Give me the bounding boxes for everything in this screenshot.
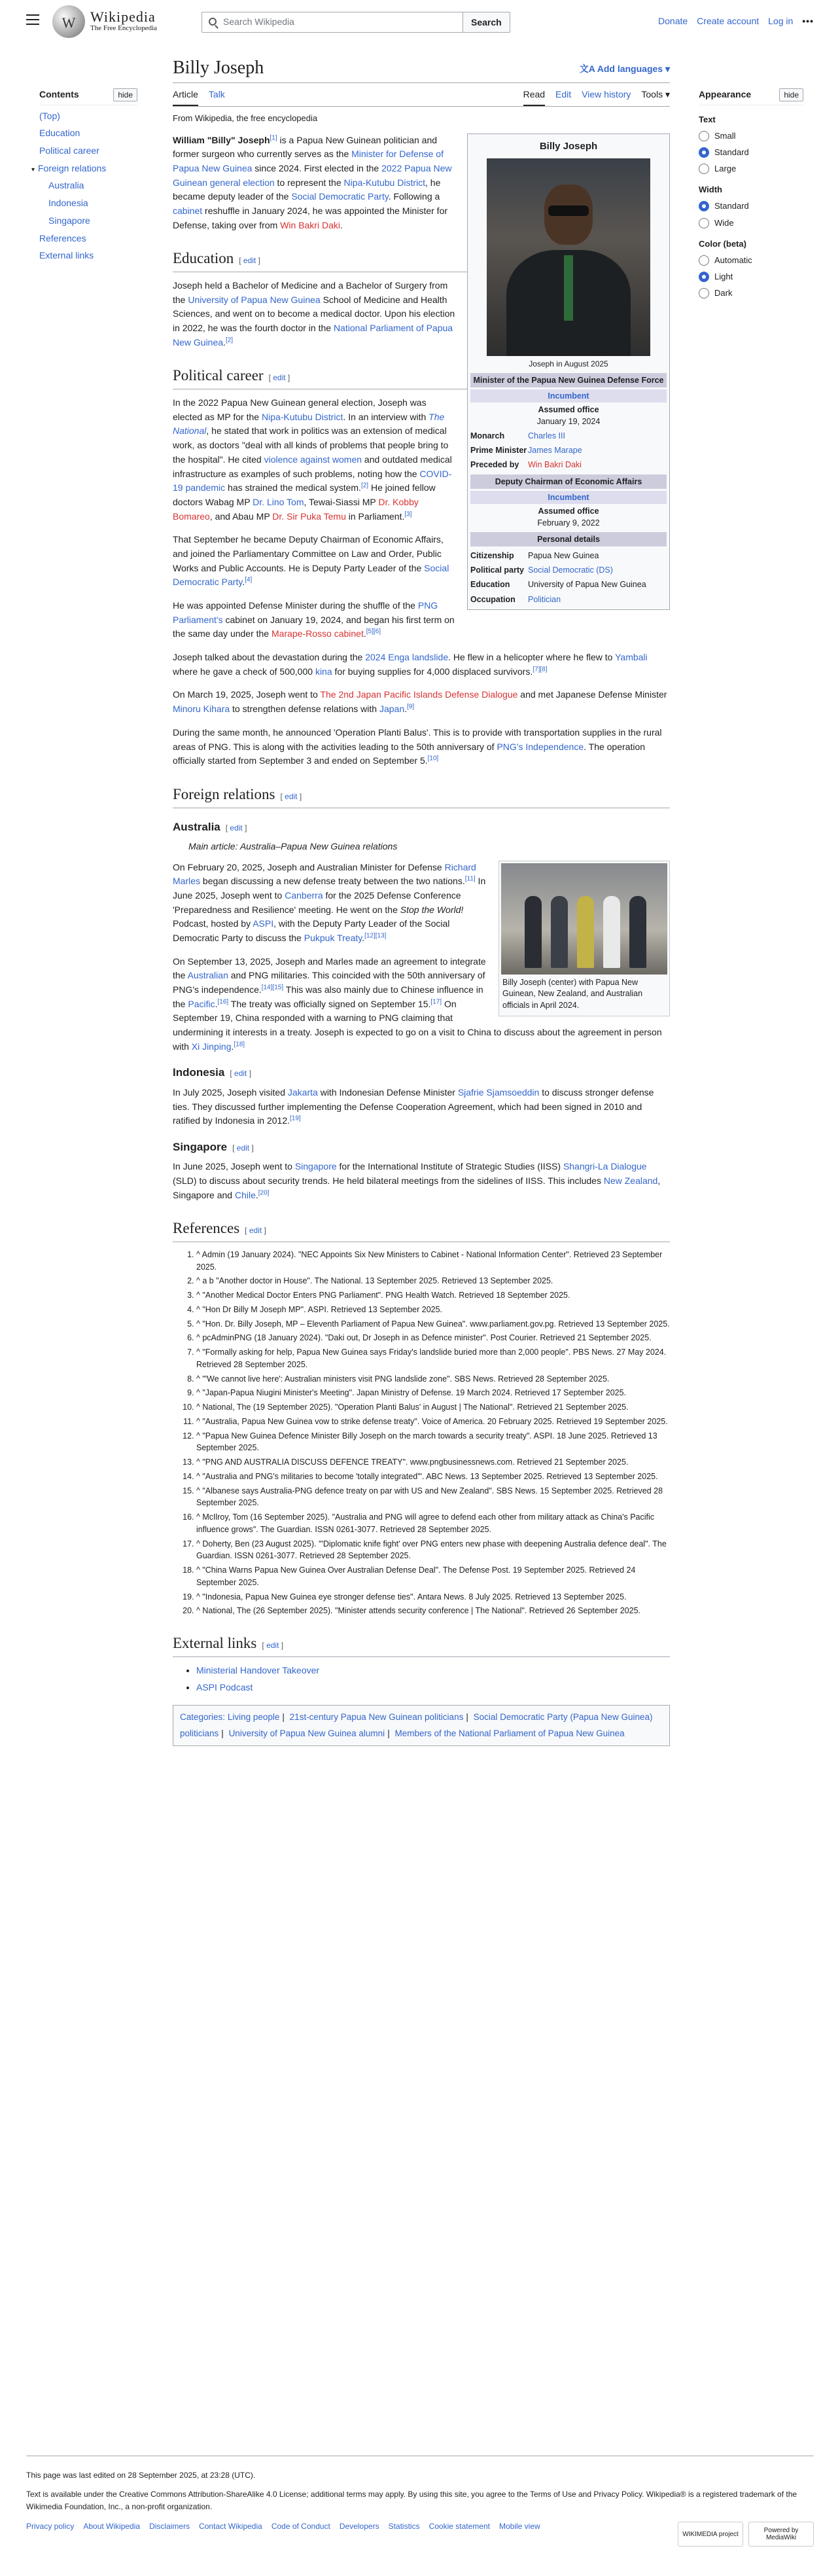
tab-talk[interactable]: Talk bbox=[208, 88, 225, 99]
footer-link[interactable]: Cookie statement bbox=[429, 2521, 490, 2531]
donate-link[interactable]: Donate bbox=[658, 16, 688, 26]
table-of-contents bbox=[31, 88, 137, 266]
globe-icon bbox=[52, 5, 85, 38]
section-singapore: Singapore [ edit ] bbox=[173, 1140, 254, 1153]
search-button[interactable]: Search bbox=[463, 12, 510, 33]
width-label: Width bbox=[699, 185, 722, 195]
tagline: The Free Encyclopedia bbox=[90, 24, 158, 33]
reference-item: 8. ^ "'We cannot live here': Australian ministers visit PNG landslide zone". SBS News. Retrieved 28 September 2025. bbox=[196, 1373, 670, 1386]
section-indonesia: Indonesia [ edit ] bbox=[173, 1066, 252, 1079]
footer-link[interactable]: Contact Wikipedia bbox=[199, 2521, 262, 2531]
reference-item: 5. ^ "Hon. Dr. Billy Joseph, MP – Eleventh Parliament of Papua New Guinea". www.parliament.gov.pg. Retrieved 13 September 2025. bbox=[196, 1318, 670, 1331]
text-size-label: Text bbox=[699, 114, 716, 124]
external-link-list bbox=[173, 1664, 670, 1694]
reference-item: 12. ^ "Papua New Guinea Defence Minister Billy Joseph on the march towards a security treaty". ASPI. 18 June 2025. Retrieved 13 September 2025. bbox=[196, 1430, 670, 1455]
footer-link[interactable]: About Wikipedia bbox=[83, 2521, 141, 2531]
preceded-by-link[interactable]: Win Bakri Daki bbox=[528, 460, 582, 470]
portrait-caption: Joseph in August 2025 bbox=[529, 359, 608, 369]
edit-political-link[interactable]: edit bbox=[273, 373, 286, 383]
office-minister-defense[interactable]: Minister of the Papua New Guinea Defense Force bbox=[470, 373, 667, 387]
license-text: Text is available under the Creative Commons Attribution-ShareAlike 4.0 License; additional terms may apply. By using this site, you agree to the Terms of Use and Privacy Policy. Wikipedia® is a registered trademark of the Wikimedia Foundation, Inc., a non-profit organization. bbox=[26, 2490, 797, 2512]
toc-hide-button[interactable]: hide bbox=[113, 88, 137, 102]
appearance-hide-button[interactable]: hide bbox=[779, 88, 803, 102]
reference-item: 17. ^ Doherty, Ben (23 August 2025). "'Diplomatic knife fight' over PNG enters new phase with deepening Australia defence deal". The Guardian. ISSN 0261-3077. Retrieved 28 September 2025. bbox=[196, 1538, 670, 1563]
toc-item-indonesia[interactable]: Indonesia bbox=[48, 198, 88, 209]
wikimedia-badge[interactable]: WIKIMEDIA project bbox=[678, 2522, 743, 2547]
office-deputy-chairman: Deputy Chairman of Economic Affairs bbox=[470, 474, 667, 489]
edit-indonesia-link[interactable]: edit bbox=[234, 1069, 247, 1079]
section-political-career: Political career [ edit ] bbox=[173, 364, 670, 389]
hatnote: Main article: Australia–Papua New Guinea relations bbox=[188, 840, 398, 851]
toc-item-education[interactable]: Education bbox=[39, 128, 80, 139]
reference-item: 11. ^ "Australia, Papua New Guinea vow to strike defense treaty". Voice of America. 20 February 2025. Retrieved 19 September 2025. bbox=[196, 1416, 670, 1428]
reference-item: 9. ^ "Japan-Papua Niugini Minister's Meeting". Japan Ministry of Defense. 19 March 2024. Retrieved 17 September 2025. bbox=[196, 1387, 670, 1399]
toc-item-top[interactable]: (Top) bbox=[39, 110, 60, 121]
prime-minister-link[interactable]: James Marape bbox=[528, 446, 582, 456]
officials-caption: Billy Joseph (center) with Papua New Guinean, New Zealand, and Australian officials in April 2024. bbox=[502, 977, 643, 1010]
color-automatic-radio[interactable]: Automatic bbox=[699, 254, 803, 267]
assumed-office-date-2: February 9, 2022 bbox=[537, 518, 600, 528]
toc-item-external-links[interactable]: External links bbox=[39, 250, 94, 261]
reference-item: 7. ^ "Formally asking for help, Papua New Guinea says Friday's landslide buried more than 2,000 people". PBS News. 27 May 2024. Retrieved 28 September 2025. bbox=[196, 1346, 670, 1371]
add-languages-button[interactable]: 文A Add languages ▾ bbox=[579, 63, 670, 74]
footer-link[interactable]: Developers bbox=[339, 2521, 379, 2531]
footer-link[interactable]: Privacy policy bbox=[26, 2521, 75, 2531]
edit-foreign-link[interactable]: edit bbox=[285, 791, 298, 801]
category-link[interactable]: Social Democratic Party (Papua New Guinea) politicians bbox=[180, 1712, 653, 1738]
section-foreign-relations: Foreign relations [ edit ] bbox=[173, 783, 670, 808]
page-footer bbox=[26, 2456, 814, 2541]
page-title: Billy Joseph 文A Add languages ▾ bbox=[173, 56, 670, 83]
toc-item-references[interactable]: References bbox=[39, 232, 86, 243]
width-standard-radio[interactable]: Standard bbox=[699, 200, 803, 213]
main-menu-icon[interactable] bbox=[26, 14, 39, 25]
edit-australia-link[interactable]: edit bbox=[230, 823, 243, 832]
personal-details-header: Personal details bbox=[470, 532, 667, 546]
lead-paragraph: William "Billy" Joseph[1] is a Papua New Guinean politician and former surgeon who currently serves as the Minister for Defense of Papua New Guinea since 2024. First elected in the 2022 Papua New Guinean general election to represent the Nipa-Kutubu District, he became deputy leader of the Social Democratic Party. Following a cabinet reshuffle in January 2024, he was appointed the Minister for Defense, taking over from Win Bakri Daki. bbox=[173, 134, 452, 230]
reference-item: 19. ^ "Indonesia, Papua New Guinea eye stronger defense ties". Antara News. 8 July 2025. Retrieved 13 September 2025. bbox=[196, 1591, 670, 1603]
search-input[interactable]: Search Wikipedia bbox=[201, 12, 463, 33]
reference-item: 2. ^ a b "Another doctor in House". The National. 13 September 2025. Retrieved 13 September 2025. bbox=[196, 1275, 670, 1287]
site-header bbox=[0, 0, 840, 42]
incumbent-label[interactable]: Incumbent bbox=[470, 389, 667, 402]
edit-education-link[interactable]: edit bbox=[243, 256, 256, 266]
reference-item: 6. ^ pcAdminPNG (18 January 2024). "Daki out, Dr Joseph in as Defence minister". Post Courier. Retrieved 21 September 2025. bbox=[196, 1332, 670, 1344]
reference-item: 13. ^ "PNG AND AUSTRALIA DISCUSS DEFENCE TREATY". www.pngbusinessnews.com. Retrieved 21 September 2025. bbox=[196, 1456, 670, 1469]
tools-menu[interactable]: Tools ▾ bbox=[641, 88, 670, 99]
officials-photo[interactable] bbox=[501, 863, 667, 975]
category-link[interactable]: Living people bbox=[227, 1712, 280, 1723]
color-light-radio[interactable]: Light bbox=[699, 270, 803, 283]
text-small-radio[interactable]: Small bbox=[699, 130, 803, 143]
text-standard-radio[interactable]: Standard bbox=[699, 146, 803, 159]
edit-references-link[interactable]: edit bbox=[249, 1226, 262, 1236]
wikipedia-logo[interactable] bbox=[52, 5, 157, 38]
chevron-down-icon[interactable]: ▾ bbox=[31, 166, 35, 173]
search-form bbox=[201, 12, 510, 33]
width-wide-radio[interactable]: Wide bbox=[699, 217, 803, 230]
reference-list bbox=[173, 1249, 670, 1617]
category-box: Categories: Living people | 21st-century Papua New Guinean politicians | Social Democratic Party (Papua New Guinea) politicians | University of Papua New Guinea alumni | Members of the National Parliament of Papua New Guinea bbox=[173, 1705, 670, 1746]
toc-item-singapore[interactable]: Singapore bbox=[48, 215, 90, 226]
tab-article[interactable]: Article bbox=[173, 88, 198, 107]
reference-item: 10. ^ National, The (19 September 2025). "Operation Planti Balus' in August | The National". Retrieved 21 September 2025. bbox=[196, 1401, 670, 1414]
tab-view-history[interactable]: View history bbox=[582, 88, 631, 99]
monarch-link[interactable]: Charles III bbox=[528, 431, 565, 441]
site-sub: From Wikipedia, the free encyclopedia bbox=[173, 113, 318, 124]
reference-item: 18. ^ "China Warns Papua New Guinea Over Australian Defense Deal". The Defense Post. 19 September 2025. Retrieved 24 September 2025. bbox=[196, 1564, 670, 1589]
color-label: Color (beta) bbox=[699, 238, 746, 249]
assumed-office-label: Assumed office bbox=[538, 404, 599, 414]
category-link[interactable]: University of Papua New Guinea alumni bbox=[228, 1728, 385, 1738]
section-australia: Australia [ edit ] bbox=[173, 820, 247, 833]
reference-item: 20. ^ National, The (26 September 2025). "Minister attends security conference | The National". Retrieved 26 September 2025. bbox=[196, 1605, 670, 1617]
more-options-icon[interactable]: ••• bbox=[802, 16, 814, 26]
incumbent-label-2[interactable]: Incumbent bbox=[470, 491, 667, 504]
infobox: Billy Joseph Joseph in August 2025 Minister of the Papua New Guinea Defense Force Incumbent Assumed office January 19, 2024 Monarch Charles III Prime Minister James Marape Preceded by Win Bakri Daki Deputy Chairman of Economic Affairs Incumbent Assumed office February 9, 2022 Personal details Citizenship Papua New Guinea Political party Social Democratic (DS) Education University of Papua New Guinea Occupation Politician bbox=[467, 134, 670, 610]
article-content: Billy Joseph 文A Add languages ▾ Article Talk Read Edit View history Tools ▾ From Wikipedia, the free encyclopedia Billy Joseph Joseph in August 2025 Minister of the Papua New Guinea Defense Force Incumbent Assumed office January 19, 2024 Monarch Charles III Prime Minister James Marape Preceded by Win Bakri Daki Deputy Chairman of Economic Affairs Incumbent Assumed office February 9, 2022 Personal details Citizenship Papua New Guinea Political party Social Democratic (DS) Education University of Papua New Guinea Occupation Politician William "Billy" Joseph[1] is a Papua New Guinean politician and former surgeon who currently serves as the Minister for Defense of Papua New Guinea since 2024. First elected in the 2022 Papua New Guinean general election to represent the Nipa-Kutubu District, he became deputy leader of the Social Democratic Party. Following a cabinet reshuffle in January 2024, he was appointed the Minister for Defense, taking over from Win Bakri Daki. Education [ edit ] Joseph held a Bachelor of Medicine and a Bachelor of Surgery from the University of Papua New Guinea School of Medicine and Health Sciences, and went on to become a medical doctor. Upon his election in 2022, he was the fourth doctor in the National Parliament of Papua New Guinea.[2] Political career [ edit ] In the 2022 Papua New Guinean general election, Joseph was elected as MP for the Nipa-Kutubu District. In an interview with The National, he stated that work in politics was an extension of medical work, as doctors "deal with all kinds of problems that people bring to the hospital". He cited violence against women and outdated medical infrastructure as examples of such problems, noting how the COVID-19 pandemic has strained the medical system.[2] He joined fellow doctors Wabag MP Dr. Lino Tom, Tewai-Siassi MP Dr. Kobby Bomareo, and Abau MP Dr. Sir Puka Temu in Parliament.[3] That September he became Deputy Chairman of Economic Affairs, and joined the Parliamentary Committee on Law and Order, Public Works and Public Accounts. He is Deputy Party Leader of the Social Democratic Party.[4] He was appointed Defense Minister during the shuffle of the PNG Parliament's cabinet on January 19, 2024, and began his first term on the same day under the Marape-Rosso cabinet.[5][6] Joseph talked about the devastation during the 2024 Enga landslide. He flew in a helicopter where he flew to Yambali where he gave a check of 500,000 kina for buying supplies for 4,000 displaced survivors.[7][8] On March 19, 2025, Joseph went to The 2nd Japan Pacific Islands Defense Dialogue and met Japanese Defense Minister Minoru Kihara to strengthen defense relations with Japan.[9] During the same month, he announced 'Operation Planti Balus'. This is to provide with transportation supplies in the rural areas of PNG. This is along with the activities leading to the 50th anniversary of PNG's Independence. The operation officially started from September 3 and ended on September 5.[10] Foreign relations [ edit ] Australia [ edit ] Main article: Australia–Papua New Guinea relations Billy Joseph (center) with Papua New Guinean, New Zealand, and Australian officials in April 2024. On February 20, 2025, Joseph and Australian Minister for Defense Richard Marles began discussing a new defense treaty between the two nations.[11] In June 2025, Joseph went to Canberra for the 2025 Defense Conference 'Preparedness and Resilience' meeting. He went on the Stop the World! Podcast, hosted by ASPI, with the Deputy Party Leader of the Social Democratic Party to discuss the Pukpuk Treaty.[12][13] On September 13, 2025, Joseph and Marles made an agreement to integrate the Australian and PNG militaries. This coincided with the 50th anniversary of PNG's independence.[14][15] This was also mainly due to Chinese influence in the Pacific.[16] The treaty was officially signed on September 15.[17] On September 19, China responded with a warning to PNG claiming that undermining it interests in a treaty. Joseph is expected to go on a visit to China to discuss about the agreement in person with Xi Jinping.[18] Indonesia [ edit ] In July 2025, Joseph visited Jakarta with Indonesian Defense Minister Sjafrie Sjamsoeddin to discuss stronger defense ties. They discussed further implementing the Defense Cooperation Agreement, which had been signed in 2010 and ratified by Indonesia in 2012.[19] Singapore [ edit ] In June 2025, Joseph went to Singapore for the International Institute of Strategic Studies (IISS) Shangri-La Dialogue (SLD) to discuss about security trends. He held bilateral meetings from the sidelines of IISS. This includes New Zealand, Singapore and Chile.[20] References [ edit ] 1. ^ Admin (19 January 2024). "NEC Appoints Six New Ministers to Cabinet - National Information Center". Retrieved 23 September 2025. 2. ^ a b "Another doctor in House". The National. 13 September 2025. Retrieved 13 September 2025. 3. ^ "Another Medical Doctor Enters PNG Parliament". PNG Health Watch. Retrieved 18 September 2025. 4. ^ "Hon Dr Billy M Joseph MP". ASPI. Retrieved 13 September 2025. 5. ^ "Hon. Dr. Billy Joseph, MP – Eleventh Parliament of Papua New Guinea". www.parliament.gov.pg. Retrieved 13 September 2025. 6. ^ pcAdminPNG (18 January 2024). "Daki out, Dr Joseph in as Defence minister". Post Courier. Retrieved 21 September 2025. 7. ^ "Formally asking for help, Papua New Guinea says Friday's landslide buried more than 2,000 people". PBS News. 27 May 2024. Retrieved 28 September 2025. 8. ^ "'We cannot live here': Australian ministers visit PNG landslide zone". SBS News. Retrieved 28 September 2025. 9. ^ "Japan-Papua Niugini Minister's Meeting". Japan Ministry of Defense. 19 March 2024. Retrieved 17 September 2025. 10. ^ National, The (19 September 2025). "Operation Planti Balus' in August | The National". Retrieved 21 September 2025. 11. ^ "Australia, Papua New Guinea vow to strike defense treaty". Voice of America. 20 February 2025. Retrieved 19 September 2025. 12. ^ "Papua New Guinea Defence Minister Billy Joseph on the march towards a security treaty". ASPI. 18 June 2025. Retrieved 13 September 2025. 13. ^ "PNG AND AUSTRALIA DISCUSS DEFENCE TREATY". www.pngbusinessnews.com. Retrieved 21 September 2025. 14. ^ "Australia and PNG's militaries to become 'totally integrated'". ABC News. 13 September 2025. Retrieved 13 September 2025. 15. ^ "Albanese says Australia-PNG defence treaty on par with US and New Zealand". SBS News. 15 September 2025. Retrieved 28 September 2025. 16. ^ McIlroy, Tom (16 September 2025). "Australia and PNG will agree to defend each other from military attack as China's Pacific influence grows". The Guardian. ISSN 0261-3077. Retrieved 28 September 2025. 17. ^ Doherty, Ben (23 August 2025). "'Diplomatic knife fight' over PNG enters new phase with deepening Australia defence deal". The Guardian. ISSN 0261-3077. Retrieved 28 September 2025. 18. ^ "China Warns Papua New Guinea Over Australian Defense Deal". The Defense Post. 19 September 2025. Retrieved 24 September 2025. 19. ^ "Indonesia, Papua New Guinea eye stronger defense ties". Antara News. 8 July 2025. Retrieved 13 September 2025. 20. ^ National, The (26 September 2025). "Minister attends security conference | The National". Retrieved 26 September 2025. External links [ edit ] • Ministerial Handover Takeover • ASPI Podcast Categories: Living people | 21st-century Papua New Guinean politicians | Social Democratic Party (Papua New Guinea) politicians | University of Papua New Guinea alumni | Members of the National Parliament of Papua New Guinea bbox=[173, 56, 670, 1746]
create-account-link[interactable]: Create account bbox=[697, 16, 760, 26]
reference-item: 3. ^ "Another Medical Doctor Enters PNG Parliament". PNG Health Watch. Retrieved 18 September 2025. bbox=[196, 1289, 670, 1302]
party-link[interactable]: Social Democratic (DS) bbox=[528, 565, 613, 575]
portrait-image[interactable] bbox=[487, 158, 650, 356]
toc-item-foreign-relations[interactable]: ▾ Foreign relations bbox=[39, 162, 137, 176]
footer-link[interactable]: Code of Conduct bbox=[271, 2521, 330, 2531]
category-link[interactable]: Members of the National Parliament of Papua New Guinea bbox=[394, 1728, 625, 1738]
mediawiki-badge[interactable]: Powered by MediaWiki bbox=[748, 2522, 814, 2547]
category-link[interactable]: 21st-century Papua New Guinean politicians bbox=[289, 1712, 464, 1723]
tab-edit[interactable]: Edit bbox=[555, 88, 572, 99]
section-external-links: External links [ edit ] bbox=[173, 1632, 670, 1657]
user-links bbox=[658, 14, 814, 29]
search-icon bbox=[209, 18, 217, 26]
infobox-title: Billy Joseph bbox=[539, 140, 598, 152]
section-education: Education [ edit ] bbox=[173, 247, 670, 272]
categories-label[interactable]: Categories: bbox=[180, 1712, 226, 1723]
toc-item-australia[interactable]: Australia bbox=[48, 180, 84, 191]
footer-link[interactable]: Statistics bbox=[388, 2521, 420, 2531]
edit-external-link[interactable]: edit bbox=[266, 1641, 279, 1651]
occupation-link[interactable]: Politician bbox=[528, 594, 561, 604]
toc-title: Contents bbox=[39, 89, 79, 99]
page-tabs bbox=[173, 86, 670, 107]
last-edited: This page was last edited on 28 September 2025, at 23:28 (UTC). bbox=[26, 2471, 256, 2480]
footer-link[interactable]: Disclaimers bbox=[149, 2521, 190, 2531]
footer-link[interactable]: Mobile view bbox=[499, 2521, 540, 2531]
external-link[interactable]: ASPI Podcast bbox=[196, 1681, 253, 1692]
section-references: References [ edit ] bbox=[173, 1217, 670, 1242]
tab-read[interactable]: Read bbox=[523, 88, 545, 107]
external-link[interactable]: Ministerial Handover Takeover bbox=[196, 1664, 320, 1675]
officials-figure bbox=[499, 861, 670, 1017]
wordmark: Wikipedia bbox=[90, 9, 156, 26]
assumed-office-date: January 19, 2024 bbox=[536, 417, 601, 427]
text-large-radio[interactable]: Large bbox=[699, 162, 803, 175]
reference-item: 15. ^ "Albanese says Australia-PNG defence treaty on par with US and New Zealand". SBS News. 15 September 2025. Retrieved 28 September 2025. bbox=[196, 1485, 670, 1510]
reference-item: 1. ^ Admin (19 January 2024). "NEC Appoints Six New Ministers to Cabinet - National Information Center". Retrieved 23 September 2025. bbox=[196, 1249, 670, 1274]
toc-item-political-career[interactable]: Political career bbox=[39, 145, 99, 156]
appearance-title: Appearance bbox=[699, 89, 752, 99]
reference-item: 16. ^ McIlroy, Tom (16 September 2025). "Australia and PNG will agree to defend each other from military attack as China's Pacific influence grows". The Guardian. ISSN 0261-3077. Retrieved 28 September 2025. bbox=[196, 1511, 670, 1536]
log-in-link[interactable]: Log in bbox=[768, 16, 794, 26]
color-dark-radio[interactable]: Dark bbox=[699, 287, 803, 300]
edit-singapore-link[interactable]: edit bbox=[236, 1143, 250, 1153]
reference-item: 4. ^ "Hon Dr Billy M Joseph MP". ASPI. Retrieved 13 September 2025. bbox=[196, 1304, 670, 1316]
reference-item: 14. ^ "Australia and PNG's militaries to become 'totally integrated'". ABC News. 13 September 2025. Retrieved 13 September 2025. bbox=[196, 1471, 670, 1483]
appearance-panel bbox=[699, 88, 803, 303]
